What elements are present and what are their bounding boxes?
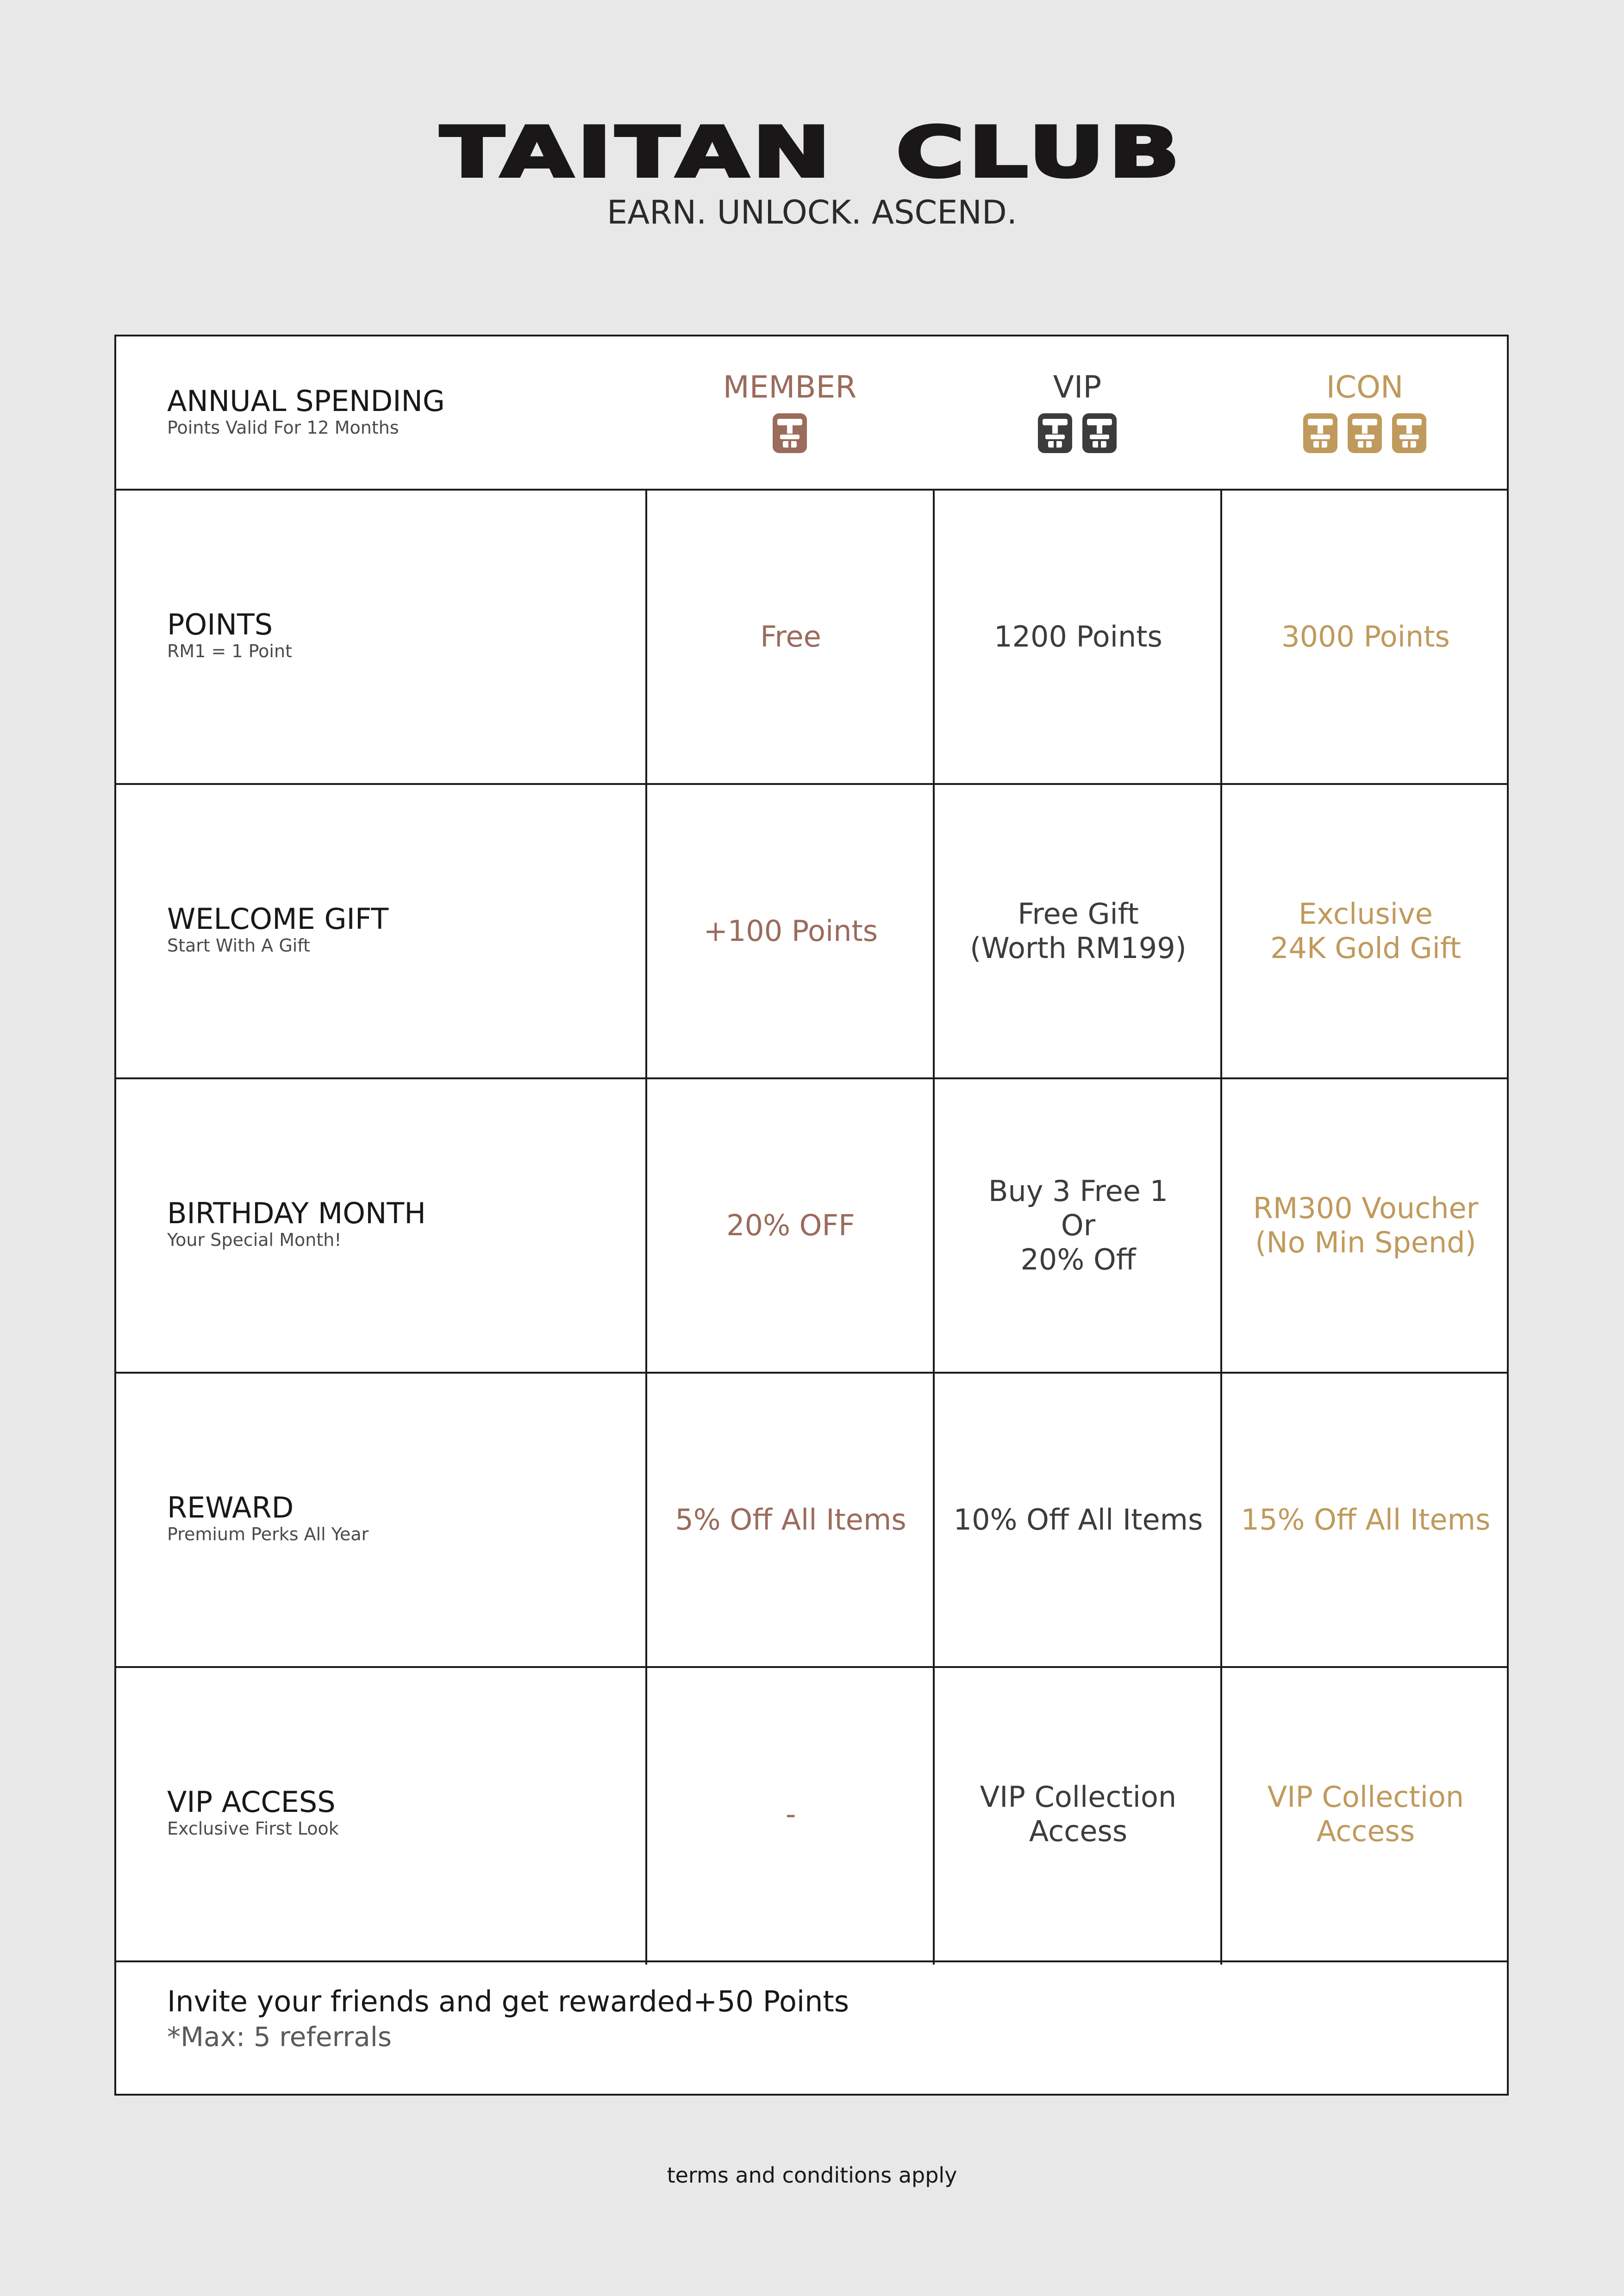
cell-reward-vip: 10% Off All Items	[953, 1503, 1203, 1537]
cell-vip-access-member: -	[785, 1797, 796, 1831]
row-title: REWARD	[167, 1491, 294, 1524]
tiki-mask-icon	[1037, 412, 1073, 454]
row-label-vip-access	[167, 1786, 339, 1839]
annual-spending-subtitle: Points Valid For 12 Months	[167, 417, 399, 438]
row-label-reward	[167, 1492, 369, 1544]
tier-icon-header	[1221, 369, 1508, 454]
brand-title: TAITAN CLUB	[440, 112, 1184, 193]
tier-vip-header	[934, 369, 1221, 454]
row-label-birthday-month	[167, 1197, 426, 1250]
tiki-mask-icon	[1081, 412, 1118, 454]
row-title: VIP ACCESS	[167, 1785, 336, 1819]
tier-vip-name: VIP	[1053, 369, 1102, 405]
tier-member-name: MEMBER	[723, 369, 857, 405]
tier-member-header	[646, 369, 933, 454]
row-divider	[116, 1960, 1507, 1962]
cell-birthday-vip: Buy 3 Free 1 Or 20% Off	[988, 1174, 1168, 1276]
tiki-mask-icon	[1347, 412, 1383, 454]
annual-spending-title: ANNUAL SPENDING	[167, 384, 445, 418]
tier-vip-icons	[934, 412, 1221, 454]
cell-vip-access-vip: VIP Collection Access	[980, 1780, 1177, 1848]
row-subtitle: RM1 = 1 Point	[167, 641, 292, 661]
cell-welcome-gift-vip: Free Gift (Worth RM199)	[970, 897, 1187, 965]
tiki-mask-icon	[1391, 412, 1427, 454]
cell-reward-member: 5% Off All Items	[675, 1503, 906, 1537]
cell-vip-access-icon: VIP Collection Access	[1267, 1780, 1464, 1848]
row-title: POINTS	[167, 608, 273, 641]
row-subtitle: Your Special Month!	[167, 1230, 342, 1250]
cell-birthday-member: 20% OFF	[726, 1208, 855, 1242]
tiki-mask-icon	[772, 412, 808, 454]
tagline: EARN. UNLOCK. ASCEND.	[606, 193, 1018, 231]
tier-member-icons	[646, 412, 933, 454]
cell-welcome-gift-icon: Exclusive 24K Gold Gift	[1270, 897, 1461, 965]
cell-welcome-gift-member: +100 Points	[703, 914, 878, 948]
row-title: WELCOME GIFT	[167, 902, 389, 936]
terms-note: terms and conditions apply	[667, 2163, 957, 2188]
row-subtitle: Start With A Gift	[167, 935, 310, 956]
header-row-label	[167, 385, 445, 438]
cell-points-vip: 1200 Points	[994, 620, 1162, 653]
cell-birthday-icon: RM300 Voucher (No Min Spend)	[1253, 1191, 1479, 1259]
cell-reward-icon: 15% Off All Items	[1241, 1503, 1491, 1537]
tier-icon-name: ICON	[1326, 369, 1404, 405]
page-header	[0, 112, 1624, 233]
row-label-welcome-gift	[167, 903, 388, 956]
referral-note	[167, 1984, 849, 2054]
referral-max-text: *Max: 5 referrals	[167, 2021, 392, 2053]
cell-points-member: Free	[760, 620, 821, 653]
row-label-points	[167, 609, 292, 661]
referral-invite-text: Invite your friends and get rewarded+50 Points	[167, 1985, 849, 2018]
row-title: BIRTHDAY MONTH	[167, 1196, 426, 1230]
row-subtitle: Premium Perks All Year	[167, 1524, 369, 1544]
tiki-mask-icon	[1302, 412, 1338, 454]
row-subtitle: Exclusive First Look	[167, 1818, 339, 1839]
membership-tier-table	[114, 335, 1509, 2096]
cell-points-icon: 3000 Points	[1281, 620, 1450, 653]
tier-icon-icons	[1221, 412, 1508, 454]
